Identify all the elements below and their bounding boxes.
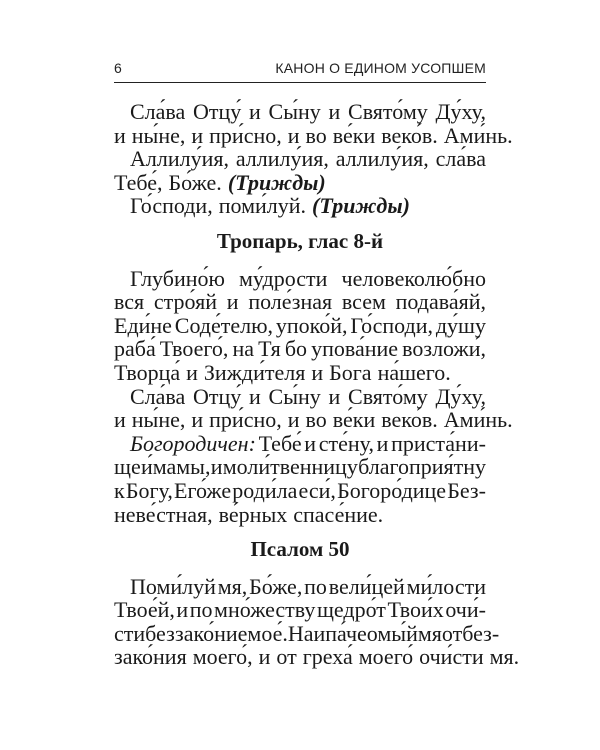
text-line: Аллилу́ия, аллилу́ия, аллилу́ия, сла́ва xyxy=(130,146,486,172)
text-line: и ны́не, и при́сно, и во ве́ки веко́в. Ами́нь. xyxy=(114,122,513,148)
page-number: 6 xyxy=(114,60,122,76)
text-line: Твое́й, и по мно́жеству щедро́т Твои́х очи́- xyxy=(114,597,486,623)
text-line: Тебе́, Бо́же. (Трижды) xyxy=(114,169,326,195)
text-line: Богородичен: Тебе́ и сте́ну, и приста́ни- xyxy=(130,430,486,456)
section-heading: Тропарь, глас 8-й xyxy=(216,228,384,253)
header-rule xyxy=(114,82,486,83)
text-suffix: (Трижды) xyxy=(227,169,326,195)
text-line: сти беззако́ние мое́. Наипа́че омы́й мя от без- xyxy=(114,620,500,646)
text-line: к Богу, Его́же роди́ла еси́, Богоро́дице Без- xyxy=(114,477,486,503)
text-line: ще и́мамы, и моли́твенницу благоприя́тну xyxy=(114,454,486,480)
running-head xyxy=(114,58,486,80)
text-line: и ны́не, и при́сно, и во ве́ки веко́в. Ами́нь. xyxy=(114,407,513,433)
page-body xyxy=(114,99,520,670)
text-line: Сла́ва Отцу́ и Сы́ну и Свято́му Ду́ху, xyxy=(130,383,486,409)
text-line: раба́ Твоего́, на Тя бо упова́ние возложи́, xyxy=(114,336,486,362)
text-line: Го́споди, поми́луй. (Трижды) xyxy=(130,193,410,219)
text-line: Поми́луй мя, Бо́же, по вели́цей ми́лости xyxy=(130,573,486,599)
section-heading: Псалом 50 xyxy=(250,537,350,562)
text-line: Глубино́ю му́дрости человеколю́бно xyxy=(130,265,486,291)
text-suffix: (Трижды) xyxy=(312,193,410,219)
text-line: зако́ния моего́, и от греха́ моего́ очи́сти мя. xyxy=(114,644,520,670)
text-line: Творца́ и Зижди́теля и Бога на́шего. xyxy=(114,359,451,385)
text-prefix: Богородичен: xyxy=(130,430,256,456)
text-line: вся стро́яй и поле́зная всем подава́яй, xyxy=(114,289,486,315)
running-head-title: КАНОН О ЕДИНОМ УСОПШЕМ xyxy=(275,60,486,76)
text-line: неве́стная, ве́рных спасе́ние. xyxy=(114,501,384,527)
text-line: Сла́ва Отцу́ и Сы́ну и Свято́му Ду́ху, xyxy=(130,99,486,124)
text-line: Еди́не Соде́телю, упоко́й, Го́споди, ду́шу xyxy=(114,312,486,338)
